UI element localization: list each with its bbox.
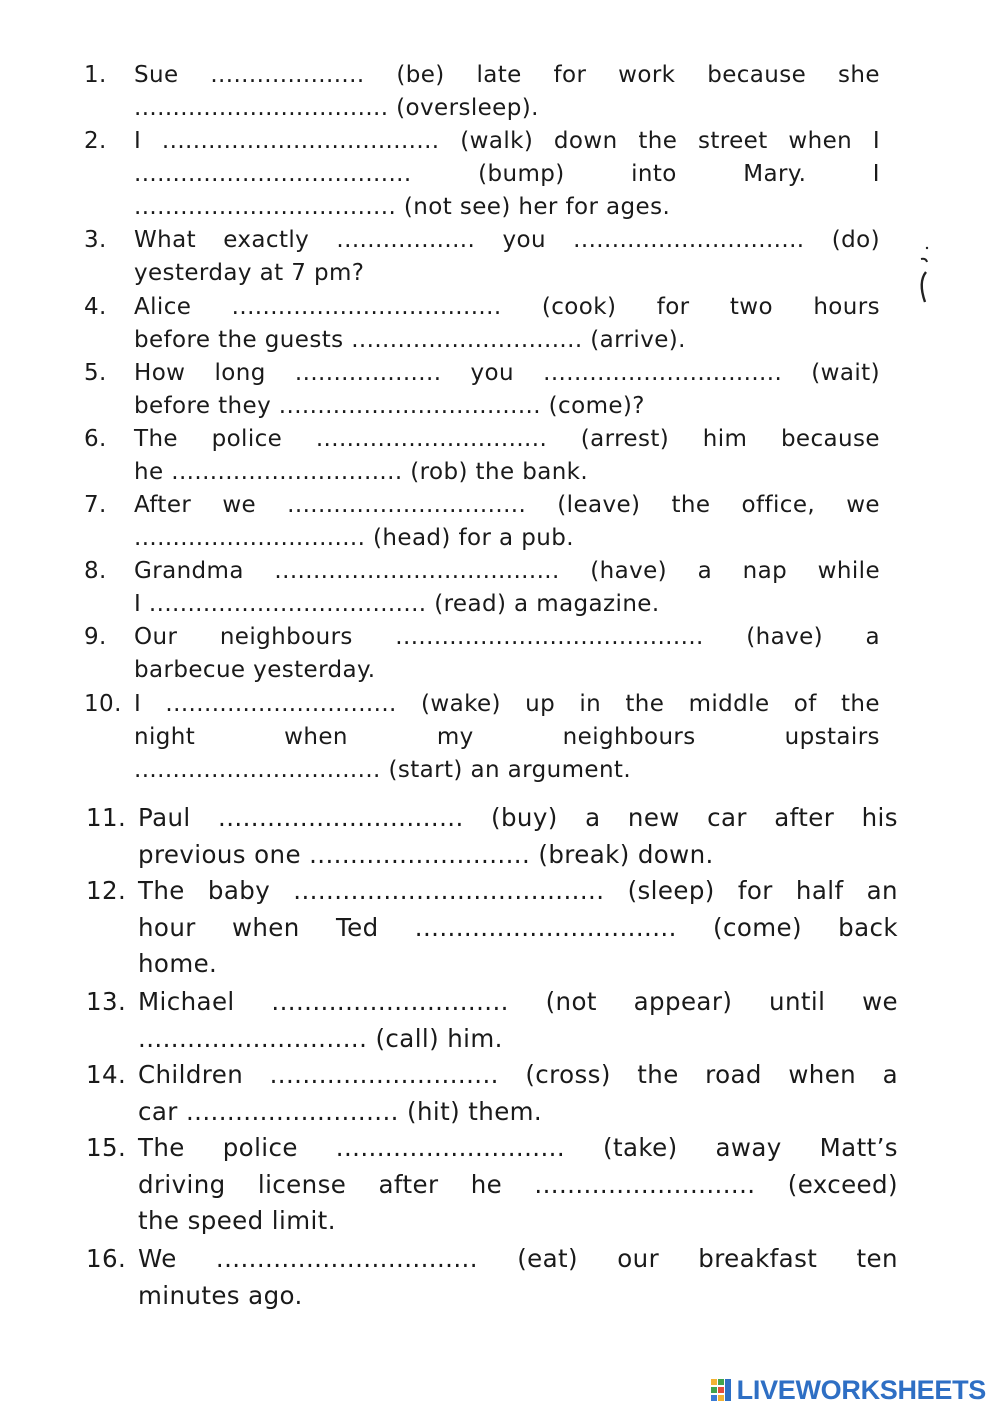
exercise-text: work (618, 62, 676, 88)
exercise-line (138, 1206, 898, 1235)
exercise-text: (cross) (525, 1060, 611, 1089)
exercise-text: the (840, 691, 880, 717)
exercise-line (134, 260, 880, 286)
exercise-text: I (134, 691, 142, 717)
exercise-line (138, 1097, 898, 1126)
exercise-text: down (553, 128, 618, 154)
exercise-line (134, 757, 880, 783)
exercise-text: we (846, 492, 880, 518)
exercise-text: his (861, 803, 898, 832)
exercise-text: upstairs (784, 724, 880, 750)
exercise-text: hours (813, 294, 880, 320)
exercise-text: until (769, 987, 826, 1016)
exercise-text: (have) (590, 558, 668, 584)
answer-blank[interactable]: .................. (336, 227, 476, 253)
exercise-text: middle (688, 691, 770, 717)
exercise-text: back (838, 912, 898, 942)
answer-blank[interactable]: ................... (294, 360, 442, 386)
exercise-text: away (715, 1133, 782, 1162)
answer-blank[interactable]: ........................................ (395, 624, 704, 650)
exercise-number: 12. (86, 876, 127, 905)
exercise-number: 1. (84, 62, 107, 88)
exercise-line (138, 913, 898, 942)
exercise-line (134, 426, 880, 452)
exercise-number: 13. (86, 987, 127, 1016)
exercise-text: Grandma (134, 558, 244, 584)
exercise-text: previous one ........................... (break) down. (138, 839, 714, 869)
exercise-line (138, 1244, 898, 1273)
exercise-text: car (707, 803, 747, 832)
exercise-text: him (702, 426, 748, 452)
exercise-text: she (838, 62, 880, 88)
exercise-text: We (138, 1244, 177, 1273)
exercise-line (138, 1170, 898, 1199)
exercise-text: I (872, 161, 880, 187)
exercise-line (134, 525, 880, 551)
answer-blank[interactable]: .............................. (573, 227, 805, 253)
exercise-text: What (134, 227, 197, 253)
answer-blank[interactable]: ............................. (271, 987, 509, 1016)
exercise-text: when (284, 724, 348, 750)
exercise-text: our (617, 1244, 660, 1273)
exercise-text: we (222, 492, 257, 518)
exercise-text: into (631, 161, 677, 187)
exercise-line (134, 657, 880, 683)
exercise-line (138, 876, 898, 905)
exercise-line (134, 194, 880, 220)
exercise-text: in (579, 691, 602, 717)
answer-blank[interactable]: ................................. (oversleep). (134, 95, 539, 121)
exercise-line (134, 95, 880, 121)
exercise-text: (leave) (557, 492, 641, 518)
exercise-line (134, 691, 880, 717)
exercise-text: (sleep) (627, 876, 715, 905)
answer-blank[interactable]: ............................ (335, 1133, 566, 1162)
answer-blank[interactable]: .............................. (315, 426, 548, 452)
exercise-line (134, 591, 880, 617)
exercise-text: (be) (396, 62, 445, 88)
exercise-text: Paul (138, 803, 191, 832)
exercise-text: a (697, 558, 713, 584)
exercise-text: late (476, 62, 522, 88)
exercise-text: (take) (603, 1133, 678, 1162)
answer-blank[interactable]: ........................... (534, 1169, 756, 1199)
exercise-text: (not (545, 987, 597, 1016)
exercise-text: the (637, 1060, 679, 1089)
exercise-text: the (625, 691, 665, 717)
exercise-text: Mary. (743, 161, 807, 187)
exercise-number: 5. (84, 360, 107, 386)
exercise-line (138, 1281, 898, 1310)
exercise-text: the (671, 492, 711, 518)
answer-blank[interactable]: .................................... (134, 161, 412, 187)
exercise-text: night (134, 724, 196, 750)
exercise-number: 6. (84, 426, 107, 452)
answer-blank[interactable]: ................................ (414, 912, 677, 942)
exercise-text: home. (138, 949, 218, 979)
exercise-text: he .............................. (rob) the bank. (134, 459, 589, 485)
exercise-number: 11. (86, 803, 127, 832)
exercise-line (134, 62, 880, 88)
exercise-text: for (656, 294, 690, 320)
exercise-number: 3. (84, 227, 107, 253)
exercise-text: Sue (134, 62, 179, 88)
liveworksheets-logo-icon (711, 1377, 733, 1403)
exercise-text: (come) (713, 912, 802, 942)
exercise-line (134, 294, 880, 320)
exercise-text: hour (138, 912, 196, 942)
exercise-text: you (502, 227, 546, 253)
exercise-line (138, 949, 898, 978)
exercise-number: 8. (84, 558, 107, 584)
exercise-text: after (774, 803, 835, 832)
exercise-text: because (780, 426, 880, 452)
answer-blank[interactable]: ................................... (231, 294, 502, 320)
exercise-text: you (470, 360, 514, 386)
exercise-text: Michael (138, 987, 235, 1016)
exercise-text: (walk) (460, 128, 534, 154)
exercise-number: 4. (84, 294, 107, 320)
exercise-text: (eat) (517, 1244, 578, 1273)
exercise-text: a (585, 803, 601, 832)
exercise-text: after (378, 1169, 439, 1199)
answer-blank[interactable]: ............................... (543, 360, 783, 386)
exercise-number: 7. (84, 492, 107, 518)
exercise-text: Ted (335, 912, 379, 942)
exercise-text: the (638, 128, 678, 154)
exercise-text: minutes ago. (138, 1280, 303, 1310)
exercise-text: police (211, 426, 283, 452)
exercise-line (134, 624, 880, 650)
exercise-text: driving (138, 1169, 226, 1199)
margin-scribble (912, 246, 930, 310)
exercise-text: office, (741, 492, 816, 518)
exercise-text: ten (856, 1244, 898, 1273)
exercise-text: (cook) (541, 294, 617, 320)
exercise-text: exactly (223, 227, 310, 253)
exercise-number: 9. (84, 624, 107, 650)
exercise-text: neighbours (219, 624, 353, 650)
answer-blank[interactable]: ............................... (287, 492, 527, 518)
exercise-text: The (138, 876, 185, 905)
exercise-text: when (788, 128, 853, 154)
exercise-text: appear) (633, 987, 733, 1016)
exercise-text: baby (207, 876, 271, 905)
liveworksheets-wordmark: LIVEWORKSHEETS (736, 1374, 986, 1405)
exercise-text: breakfast (698, 1244, 818, 1273)
exercise-text: (wake) (421, 691, 501, 717)
exercise-text: Our (134, 624, 178, 650)
exercise-text: (wait) (811, 360, 880, 386)
exercise-line (134, 360, 880, 386)
exercise-text: (buy) (491, 803, 558, 832)
exercise-text: my (436, 724, 474, 750)
exercise-number: 14. (86, 1060, 127, 1089)
exercise-text: because (707, 62, 807, 88)
exercise-text: (exceed) (787, 1169, 898, 1199)
exercise-number: 16. (86, 1244, 127, 1273)
exercise-text: barbecue yesterday. (134, 657, 376, 683)
exercise-number: 10. (84, 691, 122, 717)
exercise-line (134, 724, 880, 750)
exercise-text: neighbours (562, 724, 696, 750)
exercise-text: two (729, 294, 773, 320)
exercise-line (138, 1024, 898, 1053)
exercise-text: nap (742, 558, 788, 584)
exercise-text: (bump) (478, 161, 565, 187)
answer-blank[interactable]: ............................ (call) him. (138, 1023, 503, 1053)
exercise-text: while (817, 558, 880, 584)
exercise-line (134, 327, 880, 353)
exercise-text: the speed limit. (138, 1206, 336, 1236)
exercise-text: Children (138, 1060, 244, 1089)
answer-blank[interactable]: ............................ (269, 1060, 499, 1089)
liveworksheets-logo (711, 1372, 986, 1408)
answer-blank[interactable]: ................................ (215, 1244, 478, 1273)
exercise-text: (arrest) (580, 426, 670, 452)
answer-blank[interactable]: .............................. (165, 691, 397, 717)
exercise-text: he (470, 1169, 503, 1199)
exercise-text: The (134, 426, 178, 452)
exercise-number: 2. (84, 128, 107, 154)
exercise-number: 15. (86, 1133, 127, 1162)
exercise-line (134, 459, 880, 485)
exercise-text: car .......................... (hit) them. (138, 1096, 543, 1126)
exercise-text: for (737, 876, 773, 905)
answer-blank[interactable]: .............................. (head) for a pub. (134, 525, 574, 551)
answer-blank[interactable]: ................................ (start) an argument. (134, 757, 632, 783)
exercise-text: before the guests .............................. (arrive). (134, 327, 686, 353)
exercise-text: The (138, 1133, 185, 1162)
exercise-text: street (697, 128, 768, 154)
exercise-line (138, 1060, 898, 1089)
answer-blank[interactable]: .............................. (218, 803, 464, 832)
exercise-text: new (627, 803, 680, 832)
answer-blank[interactable]: .................... (210, 62, 365, 88)
exercise-line (134, 492, 880, 518)
exercise-text: a (865, 624, 880, 650)
exercise-line (134, 558, 880, 584)
answer-blank[interactable]: ..................................... (274, 558, 560, 584)
exercise-text: Alice (134, 294, 192, 320)
exercise-text: road (705, 1060, 762, 1089)
exercise-line (134, 227, 880, 253)
exercise-text: I .................................... (read) a magazine. (134, 591, 660, 617)
exercise-line (138, 840, 898, 869)
exercise-text: (have) (746, 624, 824, 650)
exercise-line (134, 128, 880, 154)
exercise-text: a (882, 1060, 898, 1089)
answer-blank[interactable]: .................................. (not see) her for ages. (134, 194, 671, 220)
exercise-text: license (257, 1169, 347, 1199)
exercise-text: an (866, 876, 898, 905)
exercise-line (134, 393, 880, 419)
exercise-text: when (231, 912, 300, 942)
exercise-text: we (862, 987, 898, 1016)
exercise-text: After (134, 492, 192, 518)
exercise-line (138, 803, 898, 832)
exercise-text: of (793, 691, 817, 717)
exercise-text: for (553, 62, 587, 88)
exercise-text: yesterday at 7 pm? (134, 260, 365, 286)
exercise-text: I (134, 128, 142, 154)
exercise-text: police (222, 1133, 298, 1162)
exercise-line (138, 1133, 898, 1162)
exercise-text: when (788, 1060, 857, 1089)
answer-blank[interactable]: ...................................... (293, 876, 605, 905)
exercise-text: half (795, 876, 844, 905)
exercise-line (134, 161, 880, 187)
exercise-text: up (525, 691, 556, 717)
exercise-text: (do) (831, 227, 880, 253)
exercise-line (138, 987, 898, 1016)
exercise-text: before they .................................. (come)? (134, 393, 645, 419)
exercise-text: long (214, 360, 266, 386)
exercise-text: How (134, 360, 186, 386)
exercise-text: Matt’s (819, 1133, 898, 1162)
answer-blank[interactable]: .................................... (161, 128, 440, 154)
exercise-text: I (872, 128, 880, 154)
